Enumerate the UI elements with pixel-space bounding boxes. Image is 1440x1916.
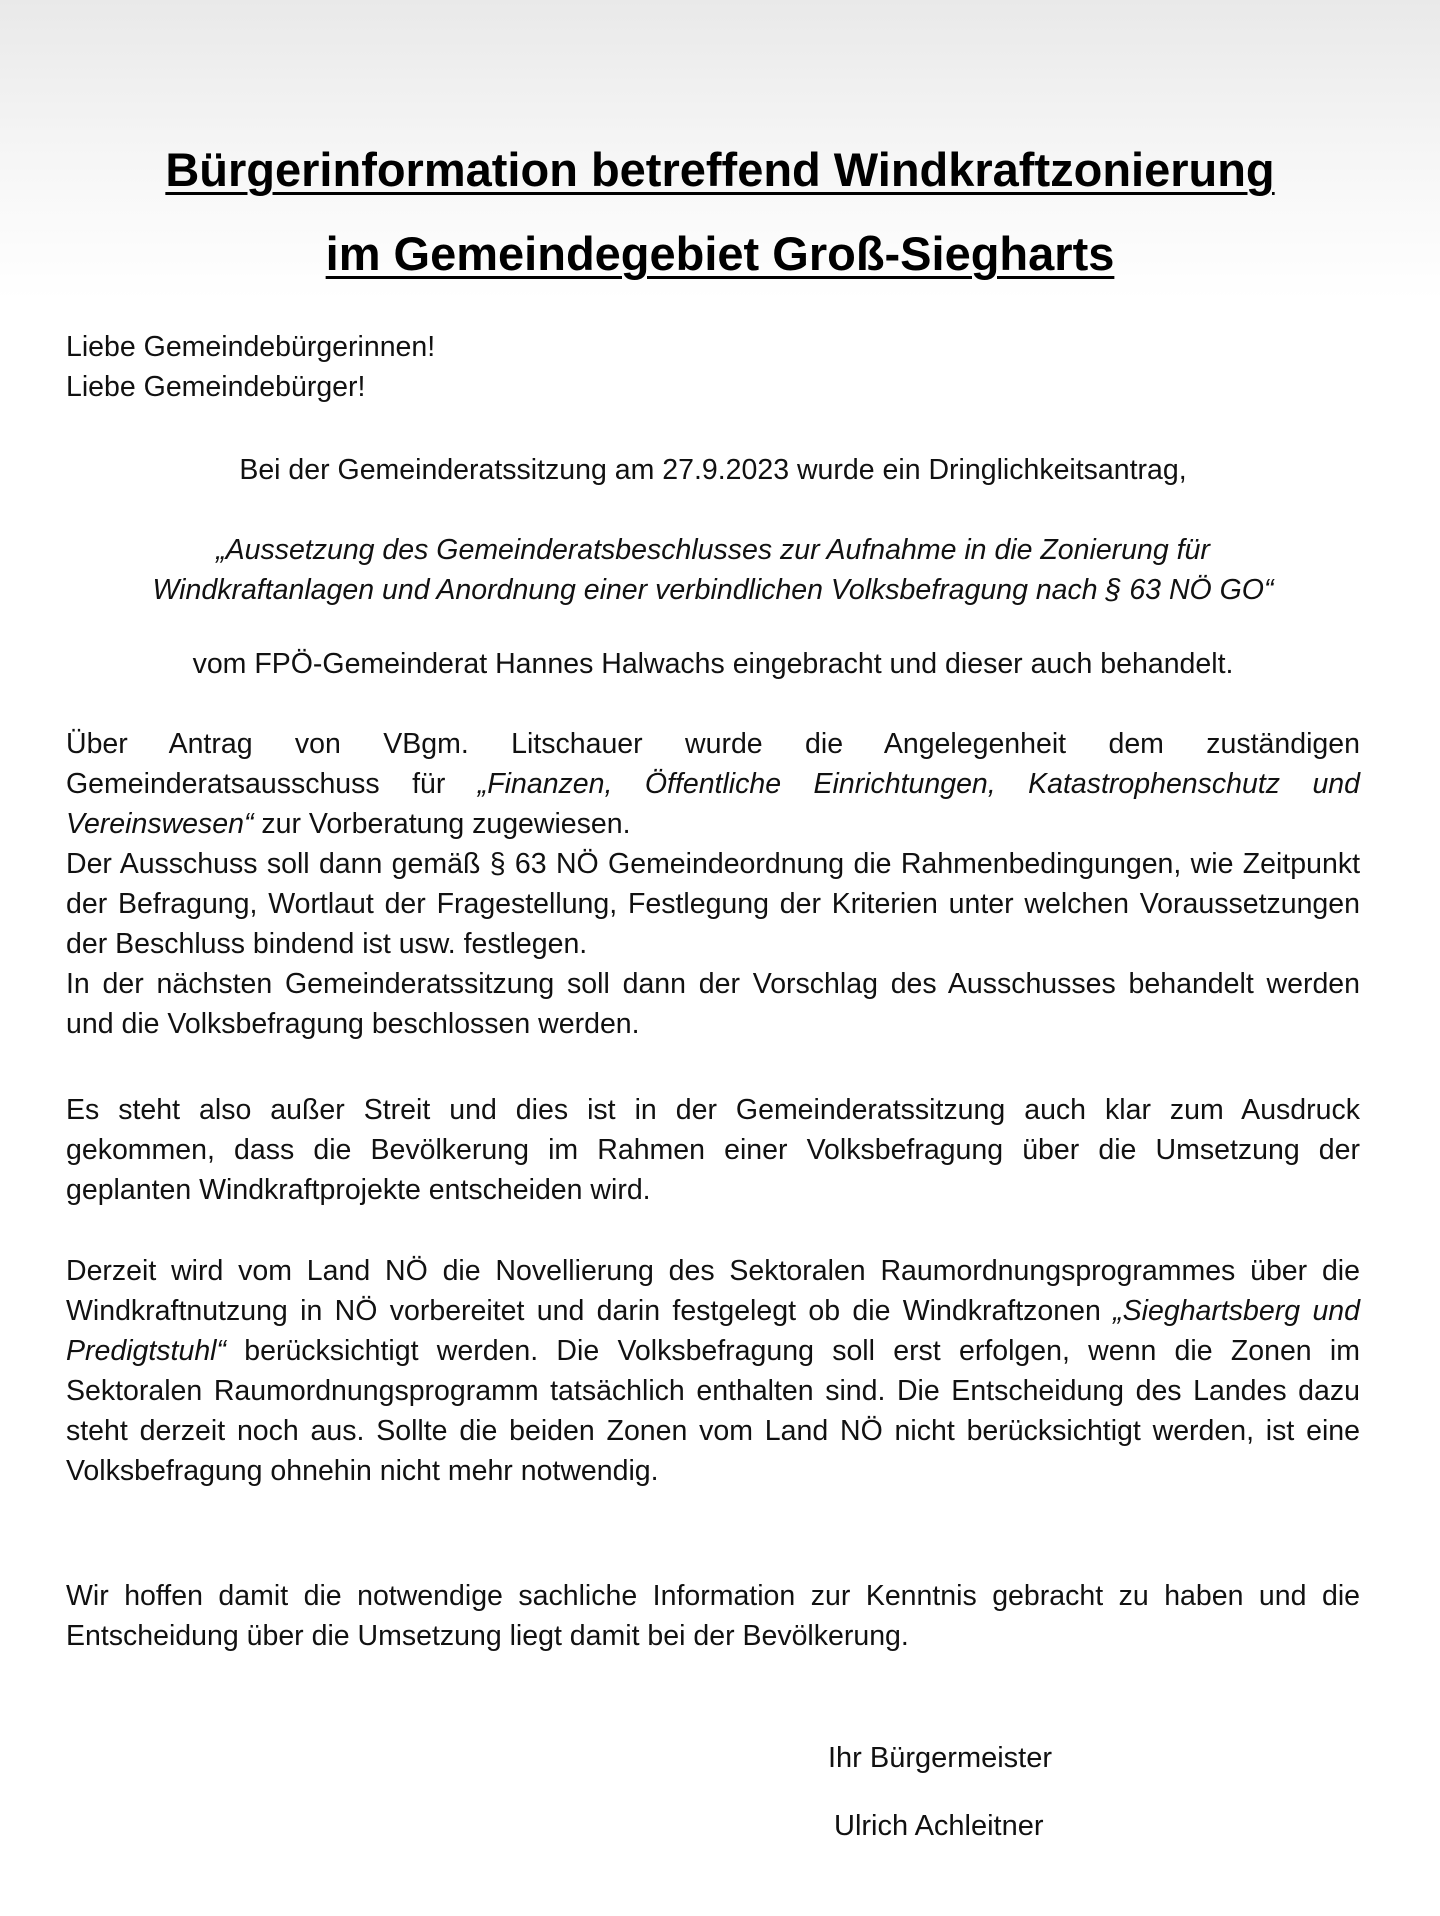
paragraph-committee-conditions: Der Ausschuss soll dann gemäß § 63 NÖ Gemeindeordnung die Rahmenbedingungen, wie Zeitpunkt der Befragung, Wortlaut der Fragestellung, Festlegung der Kriterien unter welchen Voraussetzungen der Beschluss bindend ist usw. festlegen. xyxy=(66,848,1360,960)
paragraph-zones xyxy=(66,1251,1360,1491)
zones-outro: berücksichtigt werden. Die Volksbefragung soll erst erfolgen, wenn die Zonen im Sektoralen Raumordnungsprogramm tatsächlich enthalten sind. Die Entscheidung des Landes dazu steht derzeit noch aus. Sollte die beiden Zonen vom Land NÖ nicht berücksichtigt werden, ist eine Volksbefragung ohnehin nicht mehr notwendig. xyxy=(66,1335,1360,1487)
greeting-line-2: Liebe Gemeindebürger! xyxy=(66,371,366,403)
intro-line: Bei der Gemeinderatssitzung am 27.9.2023 wurde ein Dringlichkeitsantrag, xyxy=(239,454,1187,486)
committee-outro: zur Vorberatung zugewiesen. xyxy=(253,808,631,840)
greeting xyxy=(66,327,1360,407)
paragraph-consensus: Es steht also außer Streit und dies ist in der Gemeinderatssitzung auch klar zum Ausdruck gekommen, dass die Bevölkerung im Rahmen einer Volksbefragung über die Umsetzung der geplanten Windkraftprojekte entscheiden wird. xyxy=(66,1094,1360,1206)
motion-line-2: Windkraftanlagen und Anordnung einer verbindlichen Volksbefragung nach § 63 NÖ GO“ xyxy=(152,574,1274,606)
zones-intro: Derzeit wird vom Land NÖ die Novellierung des Sektoralen Raumordnungsprogrammes über die Windkraftnutzung in NÖ vorbereitet und darin festgelegt ob die Windkraftzonen xyxy=(66,1255,1360,1327)
document-title xyxy=(0,128,1440,296)
title-line-2: im Gemeindegebiet Groß-Siegharts xyxy=(325,227,1115,280)
paragraph-committee xyxy=(66,724,1360,1044)
submitted-line: vom FPÖ-Gemeinderat Hannes Halwachs eingebracht und dieser auch behandelt. xyxy=(192,648,1234,680)
signature-role: Ihr Bürgermeister xyxy=(828,1742,1053,1774)
committee-name: „Finanzen, Öffentliche Einrichtungen, Katastrophenschutz und Vereinswesen“ xyxy=(66,768,1360,840)
motion-quote xyxy=(60,530,1366,610)
greeting-line-1: Liebe Gemeindebürgerinnen! xyxy=(66,331,436,363)
paragraph-closing: Wir hoffen damit die notwendige sachliche Information zur Kenntnis gebracht zu haben und die Entscheidung über die Umsetzung liegt damit bei der Bevölkerung. xyxy=(66,1580,1360,1652)
signature-name: Ulrich Achleitner xyxy=(834,1810,1044,1842)
paragraph-zones-text xyxy=(66,1251,1360,1491)
title-line-1: Bürgerinformation betreffend Windkraftzonierung xyxy=(165,143,1275,196)
committee-intro: Über Antrag von VBgm. Litschauer wurde die Angelegenheit dem zuständigen Gemeinderatsausschuss für xyxy=(66,728,1360,800)
paragraph-committee-text xyxy=(66,724,1360,844)
paragraph-committee-next: In der nächsten Gemeinderatssitzung soll dann der Vorschlag des Ausschusses behandelt werden und die Volksbefragung beschlossen werden. xyxy=(66,968,1360,1040)
motion-line-1: „Aussetzung des Gemeinderatsbeschlusses zur Aufnahme in die Zonierung für xyxy=(216,534,1210,566)
zones-names: „Sieghartsberg und Predigtstuhl“ xyxy=(66,1295,1360,1367)
